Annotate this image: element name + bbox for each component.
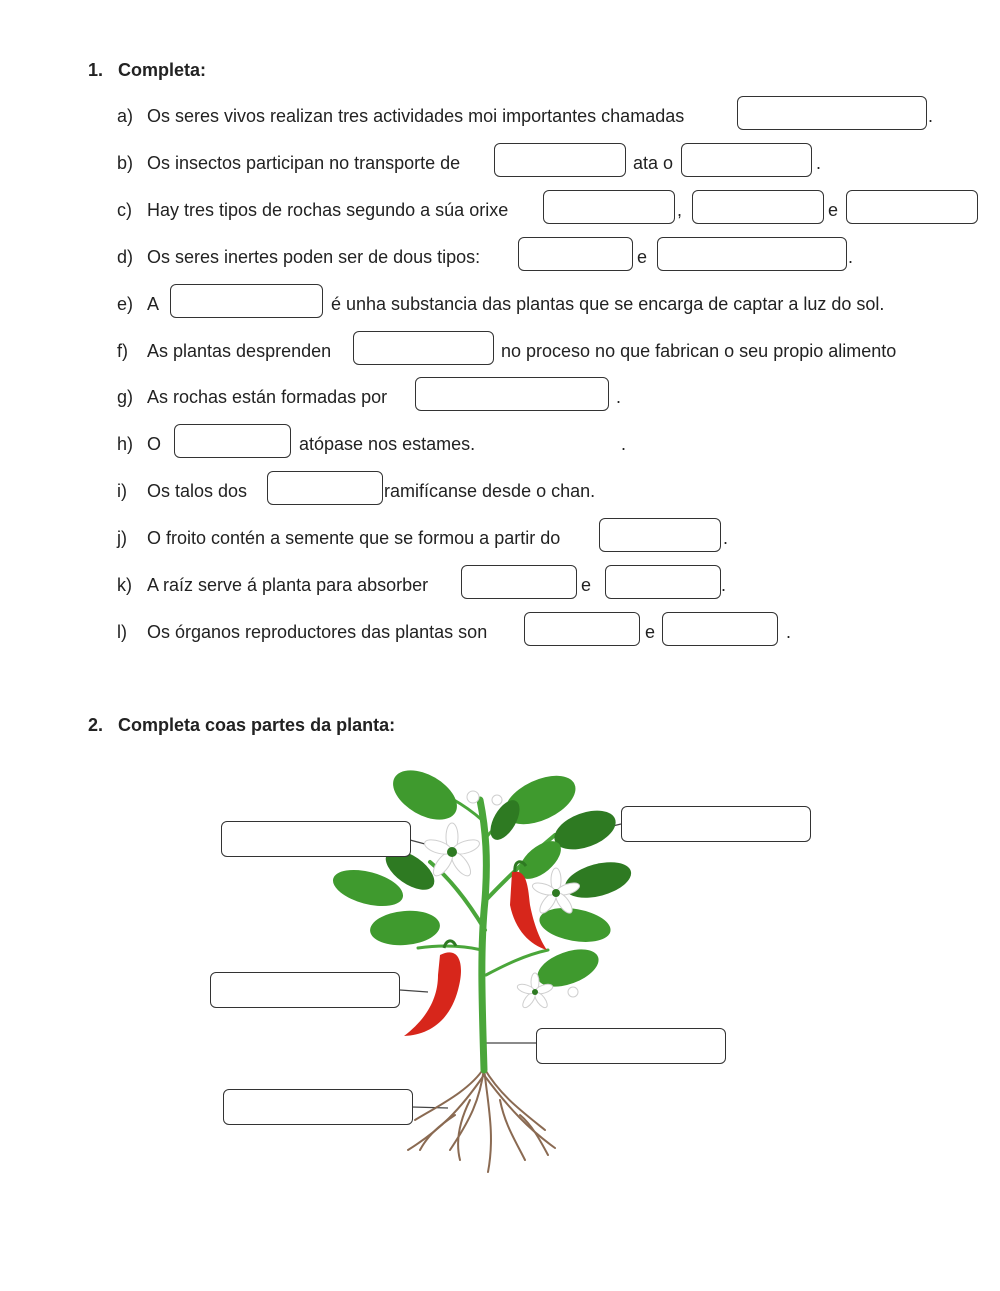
item-text: As rochas están formadas por [147, 387, 388, 407]
item-text: Os talos dos [147, 481, 248, 501]
plant-label-box-fruit[interactable] [210, 972, 400, 1008]
item-text: . [786, 622, 792, 642]
item-text: ata o [633, 153, 674, 173]
item-label: j) [117, 528, 127, 548]
item-text: e [637, 247, 648, 267]
item-text: Os órganos reproductores das plantas son [147, 622, 488, 642]
item-label: f) [117, 341, 128, 361]
plant-label-box-flower[interactable] [221, 821, 411, 857]
section-2-title: Completa coas partes da planta: [118, 715, 396, 735]
item-text: . [723, 528, 729, 548]
item-label: a) [117, 106, 134, 126]
item-text: . [621, 434, 627, 454]
item-text: O froito contén a semente que se formou a partir do [147, 528, 561, 548]
item-label: h) [117, 434, 134, 454]
item-text: ramifícanse desde o chan. [384, 481, 596, 501]
roots [408, 1068, 555, 1172]
item-label: c) [117, 200, 132, 220]
item-text: atópase nos estames. [299, 434, 476, 454]
item-text: e [828, 200, 839, 220]
item-text: . [928, 106, 934, 126]
section-2-number: 2. [88, 715, 104, 735]
item-text: A raíz serve á planta para absorber [147, 575, 429, 595]
item-text: . [721, 575, 727, 595]
item-text: Os insectos participan no transporte de [147, 153, 461, 173]
item-text: Hay tres tipos de rochas segundo a súa orixe [147, 200, 509, 220]
item-text: Os seres vivos realizan tres actividades moi importantes chamadas [147, 106, 685, 126]
item-label: l) [117, 622, 127, 642]
item-text: é unha substancia das plantas que se encarga de captar a luz do sol. [331, 294, 885, 314]
plant-label-box-leaf[interactable] [621, 806, 811, 842]
item-label: d) [117, 247, 134, 267]
item-text: no proceso no que fabrican o seu propio alimento [501, 341, 897, 361]
plant-label-box-root[interactable] [223, 1089, 413, 1125]
item-text: A [147, 294, 160, 314]
item-text: As plantas desprenden [147, 341, 332, 361]
item-text: O [147, 434, 162, 454]
item-text: . [848, 247, 854, 267]
item-text: Os seres inertes poden ser de dous tipos: [147, 247, 481, 267]
item-text: , [677, 200, 683, 220]
item-text: e [581, 575, 592, 595]
item-text: . [616, 387, 622, 407]
section-1-number: 1. [88, 60, 104, 80]
item-label: i) [117, 481, 127, 501]
item-label: g) [117, 387, 134, 407]
item-label: k) [117, 575, 132, 595]
section-1-title: Completa: [118, 60, 207, 80]
item-label: e) [117, 294, 134, 314]
item-label: b) [117, 153, 134, 173]
item-text: e [645, 622, 656, 642]
item-text: . [816, 153, 822, 173]
plant-label-box-stem[interactable] [536, 1028, 726, 1064]
